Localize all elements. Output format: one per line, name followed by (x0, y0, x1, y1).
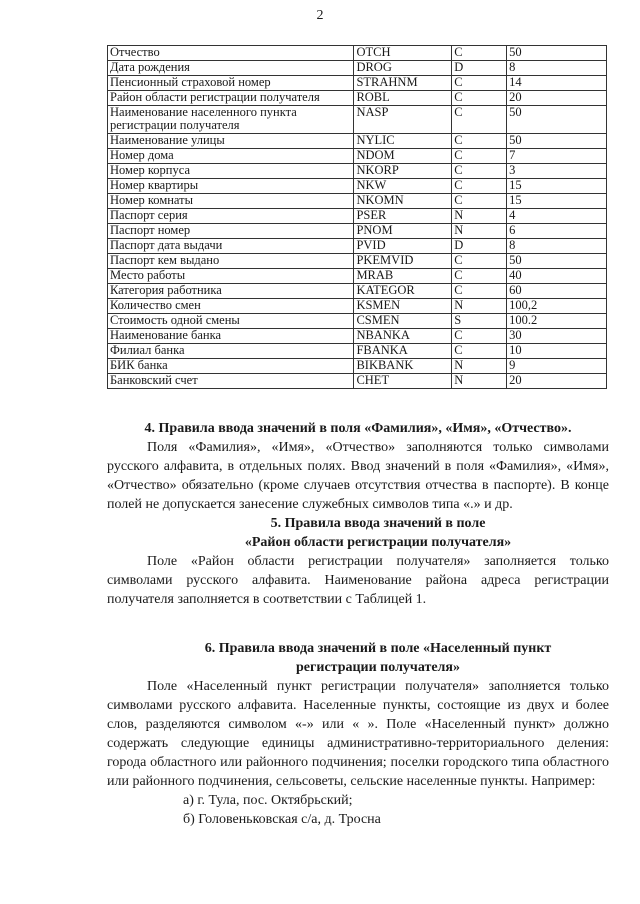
field-code-cell: OTCH (354, 46, 452, 61)
table-row (108, 329, 607, 344)
table-row (108, 269, 607, 284)
field-name-cell: Количество смен (108, 299, 354, 314)
field-length-cell: 100.2 (507, 314, 607, 329)
field-code-cell: BIKBANK (354, 359, 452, 374)
fields-table (107, 45, 607, 389)
table-row (108, 299, 607, 314)
field-code-cell: PVID (354, 239, 452, 254)
field-type-cell: N (452, 359, 507, 374)
field-code-cell: CSMEN (354, 314, 452, 329)
field-code-cell: NDOM (354, 149, 452, 164)
field-type-cell: C (452, 46, 507, 61)
section-5-heading (107, 514, 609, 552)
page-number: 2 (316, 8, 324, 23)
field-type-cell: C (452, 194, 507, 209)
example-item: б) Головеньковская с/а, д. Тросна (183, 812, 381, 827)
field-length-cell: 100,2 (507, 299, 607, 314)
field-length-cell: 10 (507, 344, 607, 359)
field-name-cell: Стоимость одной смены (108, 314, 354, 329)
field-name-cell: Номер корпуса (108, 164, 354, 179)
field-code-cell: DROG (354, 61, 452, 76)
field-type-cell: C (452, 164, 507, 179)
field-length-cell: 30 (507, 329, 607, 344)
field-length-cell: 9 (507, 359, 607, 374)
field-type-cell: C (452, 149, 507, 164)
section-5-body: Поле «Район области регистрации получателя» заполняется только символами русского алфавита. Наименование района адреса регистрации получателя заполняется в соответствии с Таблицей 1. (107, 554, 609, 607)
field-length-cell: 15 (507, 194, 607, 209)
field-type-cell: C (452, 284, 507, 299)
field-code-cell: FBANKA (354, 344, 452, 359)
field-name-cell: Филиал банка (108, 344, 354, 359)
field-length-cell: 7 (507, 149, 607, 164)
table-row (108, 314, 607, 329)
table-row (108, 194, 607, 209)
field-type-cell: C (452, 106, 507, 134)
field-type-cell: C (452, 329, 507, 344)
field-code-cell: ROBL (354, 91, 452, 106)
field-length-cell: 20 (507, 91, 607, 106)
field-code-cell: PNOM (354, 224, 452, 239)
field-type-cell: N (452, 209, 507, 224)
examples-list (107, 791, 609, 829)
field-name-cell: Паспорт кем выдано (108, 254, 354, 269)
field-code-cell: STRAHNM (354, 76, 452, 91)
table-row (108, 284, 607, 299)
field-code-cell: NYLIC (354, 134, 452, 149)
field-type-cell: C (452, 344, 507, 359)
field-name-cell: Место работы (108, 269, 354, 284)
table-row (108, 134, 607, 149)
field-name-cell: Паспорт номер (108, 224, 354, 239)
field-name-cell: Наименование банка (108, 329, 354, 344)
field-type-cell: N (452, 374, 507, 389)
section-6-heading (107, 639, 609, 677)
field-code-cell: KSMEN (354, 299, 452, 314)
section-6-heading-line2: регистрации получателя» (296, 660, 460, 675)
table-row (108, 209, 607, 224)
field-type-cell: N (452, 299, 507, 314)
table-row (108, 164, 607, 179)
field-code-cell: NKOMN (354, 194, 452, 209)
table-row (108, 76, 607, 91)
table-row (108, 344, 607, 359)
section-4-heading: 4. Правила ввода значений в поля «Фамилия», «Имя», «Отчество». (144, 421, 572, 436)
table-row (108, 91, 607, 106)
table-row (108, 374, 607, 389)
document-content (107, 419, 609, 829)
field-code-cell: CHET (354, 374, 452, 389)
section-4-body: Поля «Фамилия», «Имя», «Отчество» заполняются только символами русского алфавита, в отдельных полях. Ввод значений в поля «Фамилия», «Имя», «Отчество» обязательно (кроме случаев отсутствия отчества в паспорте). В конце полей не допускается занесение служебных символов типа «.» и др. (107, 440, 609, 512)
field-name-cell: Категория работника (108, 284, 354, 299)
field-code-cell: MRAB (354, 269, 452, 284)
table-row (108, 224, 607, 239)
field-name-cell: Номер дома (108, 149, 354, 164)
field-length-cell: 8 (507, 61, 607, 76)
field-type-cell: C (452, 179, 507, 194)
field-length-cell: 6 (507, 224, 607, 239)
example-item: а) г. Тула, пос. Октябрьский; (183, 793, 353, 808)
table-row (108, 106, 607, 134)
fields-table-body (108, 46, 607, 389)
field-name-cell: Наименование населенного пункта регистрации получателя (108, 106, 354, 134)
field-code-cell: NKORP (354, 164, 452, 179)
field-length-cell: 40 (507, 269, 607, 284)
field-code-cell: KATEGOR (354, 284, 452, 299)
field-type-cell: C (452, 269, 507, 284)
field-code-cell: PSER (354, 209, 452, 224)
section-4 (107, 419, 609, 514)
field-type-cell: D (452, 61, 507, 76)
field-type-cell: S (452, 314, 507, 329)
field-code-cell: PKEMVID (354, 254, 452, 269)
field-name-cell: Дата рождения (108, 61, 354, 76)
field-type-cell: D (452, 239, 507, 254)
field-code-cell: NBANKA (354, 329, 452, 344)
field-length-cell: 8 (507, 239, 607, 254)
field-type-cell: C (452, 76, 507, 91)
table-row (108, 359, 607, 374)
field-name-cell: Пенсионный страховой номер (108, 76, 354, 91)
field-length-cell: 50 (507, 254, 607, 269)
field-name-cell: Отчество (108, 46, 354, 61)
table-row (108, 46, 607, 61)
field-name-cell: Номер комнаты (108, 194, 354, 209)
field-code-cell: NKW (354, 179, 452, 194)
section-5 (107, 514, 609, 609)
field-length-cell: 4 (507, 209, 607, 224)
table-row (108, 254, 607, 269)
field-name-cell: Паспорт серия (108, 209, 354, 224)
field-length-cell: 3 (507, 164, 607, 179)
table-row (108, 179, 607, 194)
field-name-cell: Паспорт дата выдачи (108, 239, 354, 254)
field-length-cell: 50 (507, 134, 607, 149)
field-length-cell: 60 (507, 284, 607, 299)
field-length-cell: 14 (507, 76, 607, 91)
field-name-cell: Наименование улицы (108, 134, 354, 149)
field-code-cell: NASP (354, 106, 452, 134)
table-row (108, 61, 607, 76)
field-type-cell: C (452, 254, 507, 269)
field-length-cell: 50 (507, 106, 607, 134)
table-row (108, 239, 607, 254)
field-length-cell: 50 (507, 46, 607, 61)
field-length-cell: 20 (507, 374, 607, 389)
field-name-cell: БИК банка (108, 359, 354, 374)
field-name-cell: Номер квартиры (108, 179, 354, 194)
field-type-cell: N (452, 224, 507, 239)
section-6-heading-line1: 6. Правила ввода значений в поле «Населенный пункт (204, 641, 552, 656)
section-5-heading-line2: «Район области регистрации получателя» (244, 535, 512, 550)
section-6 (107, 639, 609, 829)
table-row (108, 149, 607, 164)
field-type-cell: C (452, 134, 507, 149)
field-name-cell: Район области регистрации получателя (108, 91, 354, 106)
section-5-heading-line1: 5. Правила ввода значений в поле (270, 516, 486, 531)
section-6-body: Поле «Населенный пункт регистрации получателя» заполняется только символами русского алфавита. Населенные пункты, состоящие из двух и более слов, разделяются символом «-» или « ». Поле «Населенный пункт» должно содержать следующие единицы административно-территориального деления: города областного или районного подчинения; поселки городского типа областного или районного подчинения, сельсоветы, сельские населенные пункты. Например: (107, 679, 609, 789)
field-length-cell: 15 (507, 179, 607, 194)
field-type-cell: C (452, 91, 507, 106)
field-name-cell: Банковский счет (108, 374, 354, 389)
